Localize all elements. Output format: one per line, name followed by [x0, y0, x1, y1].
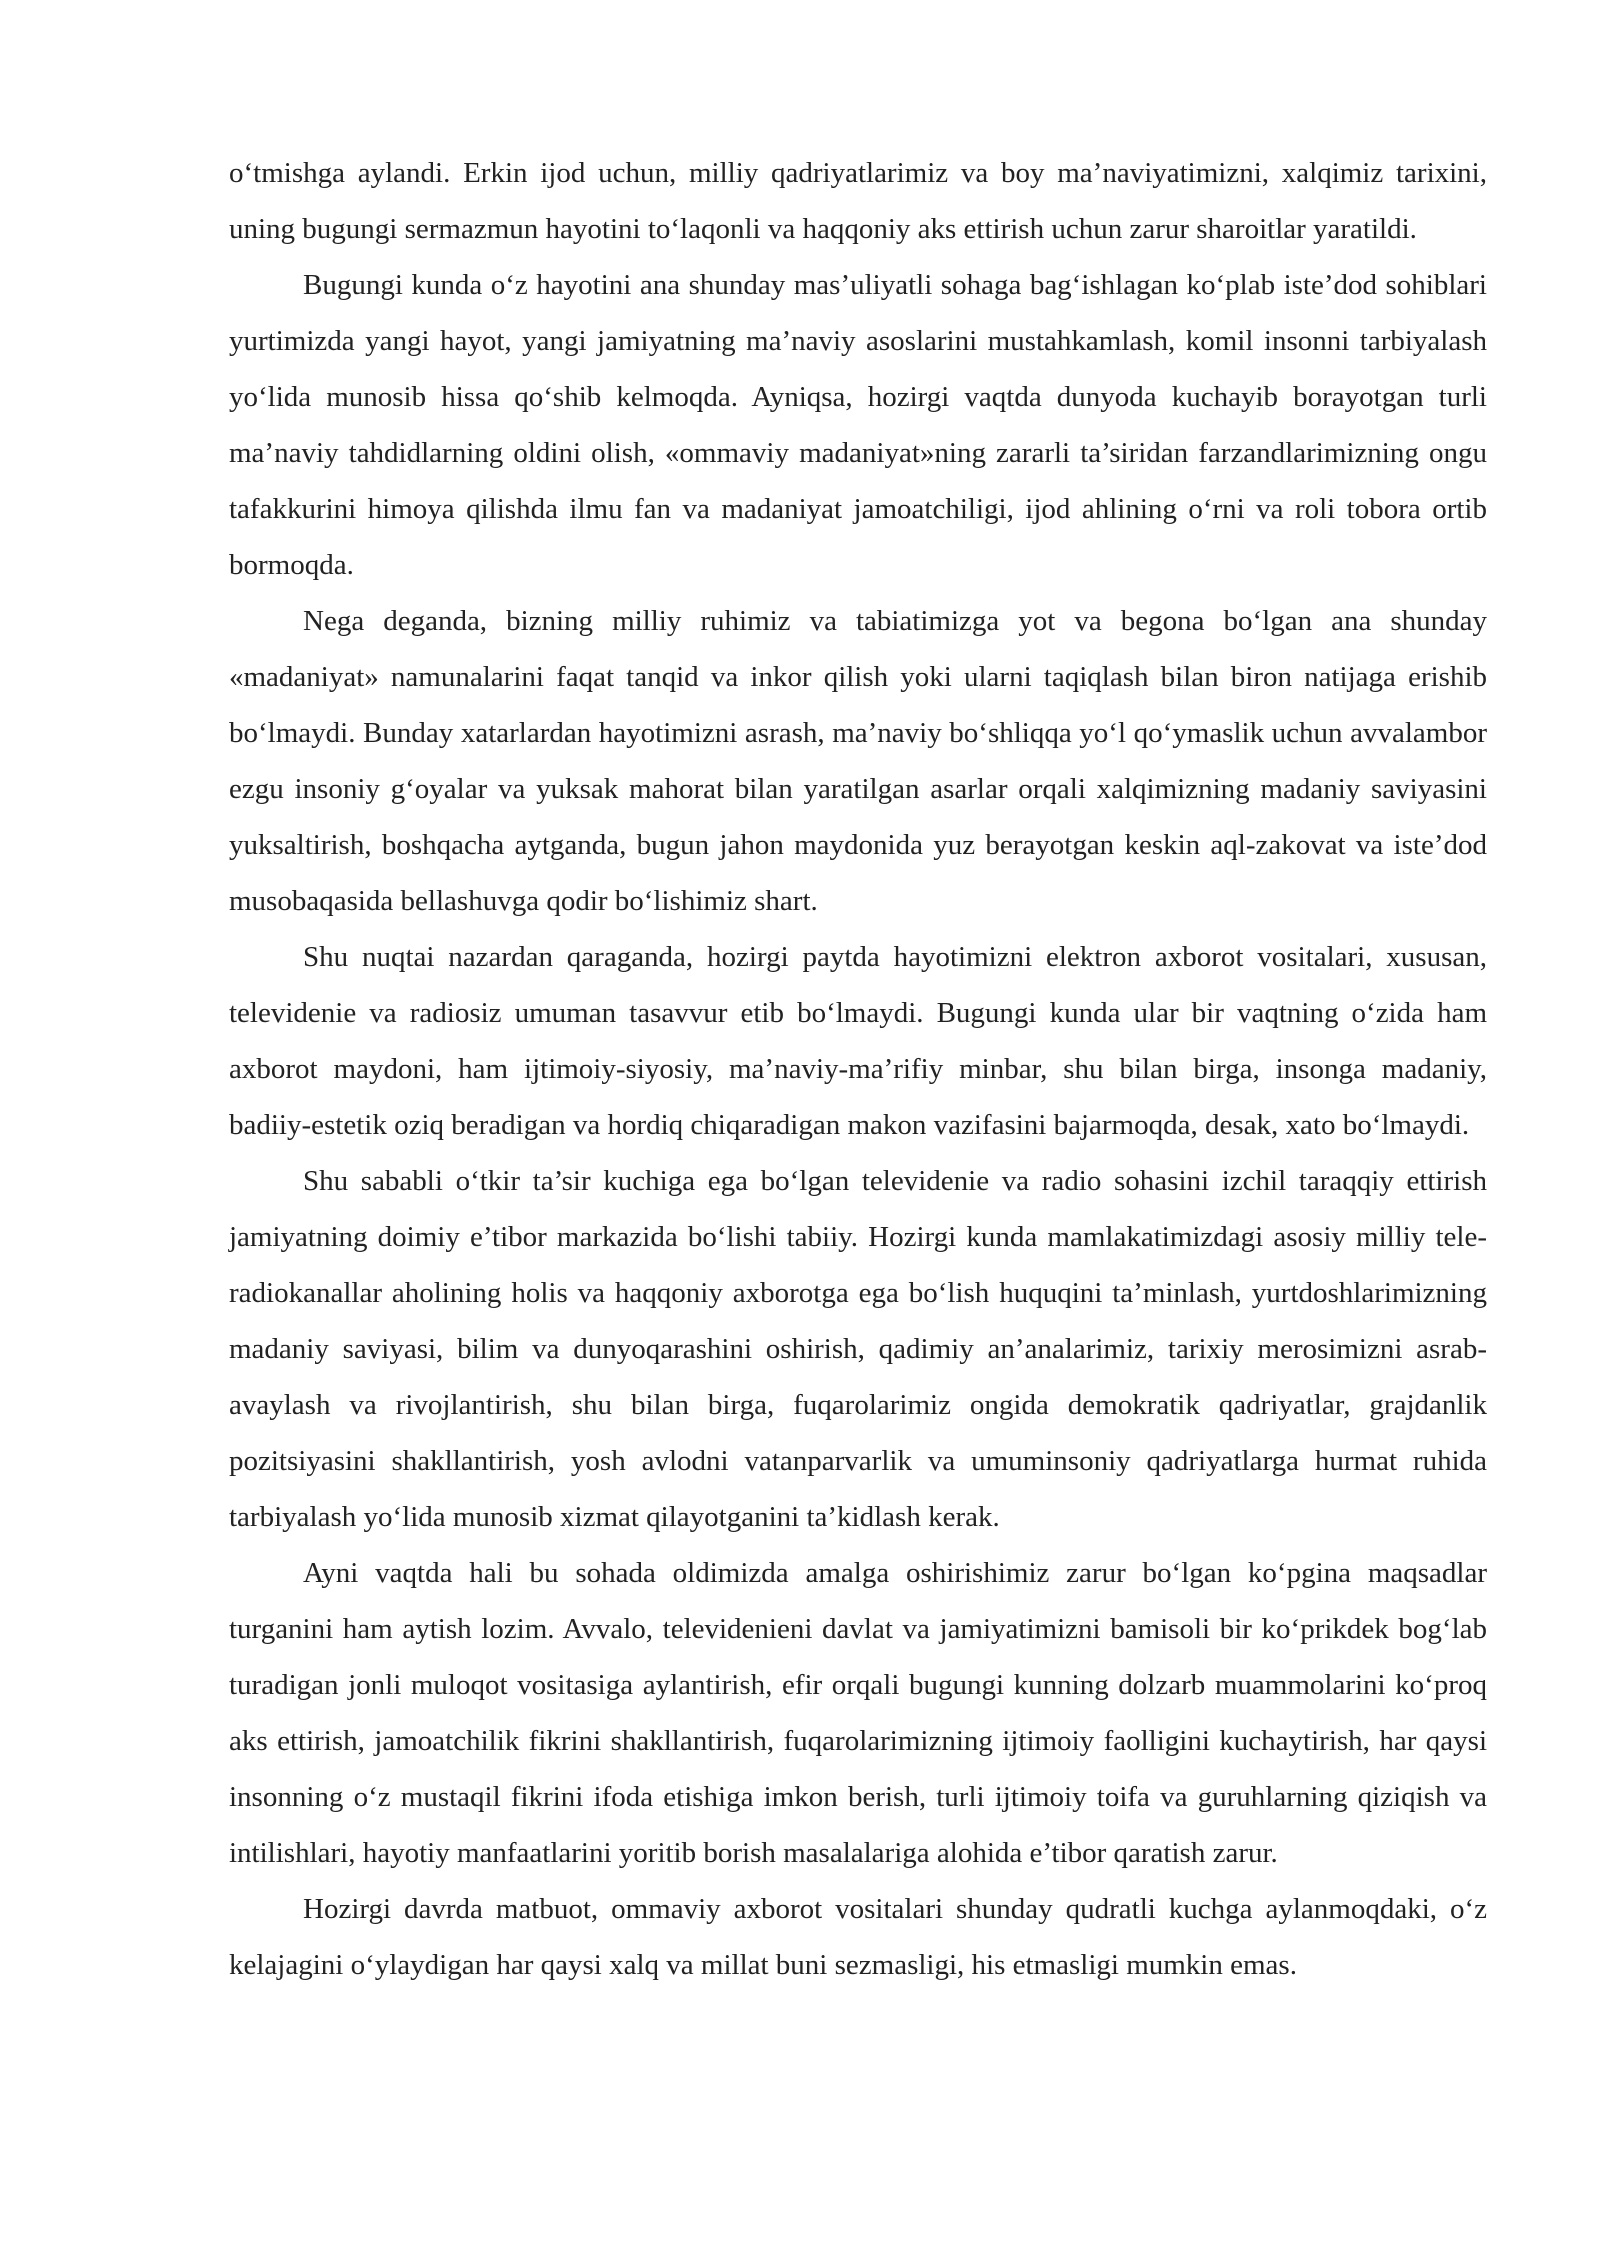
paragraph-tv-radio-development: Shu sababli o‘tkir ta’sir kuchiga ega bo‘lgan televidenie va radio sohasini izchil taraqqiy ettirish jamiyatning doimiy e’tibor markazida bo‘lishi tabiiy. Hozirgi kunda mamlakatimizdagi asosiy milliy tele-radiokanallar aholining holis va haqqoniy axborotga ega bo‘lish huquqini ta’minlash, yurtdoshlarimizning madaniy saviyasi, bilim va dunyoqarashini oshirish, qadimiy an’analarimiz, tarixiy merosimizni asrab-avaylash va rivojlantirish, shu bilan birga, fuqarolarimiz ongida demokratik qadriyatlar, grajdanlik pozitsiyasini shakllantirish, yosh avlodni vatanparvarlik va umuminsoniy qadriyatlarga hurmat ruhida tarbiyalash yo‘lida munosib xizmat qilayotganini ta’kidlash kerak. — [229, 1165, 1487, 1533]
paragraph-continuation: o‘tmishga aylandi. Erkin ijod uchun, milliy qadriyatlarimiz va boy ma’naviyatimizni, xalqimiz tarixini, uning bugungi sermazmun hayotini to‘laqonli va haqqoniy aks ettirish uchun zarur sharoitlar yaratildi. — [229, 157, 1487, 245]
document-page — [229, 145, 1487, 1993]
paragraph-foreign-culture: Nega deganda, bizning milliy ruhimiz va tabiatimizga yot va begona bo‘lgan ana shunday «madaniyat» namunalarini faqat tanqid va inkor qilish yoki ularni taqiqlash bilan biron natijaga erishib bo‘lmaydi. Bunday xatarlardan hayotimizni asrash, ma’naviy bo‘shliqqa yo‘l qo‘ymaslik uchun avvalambor ezgu insoniy g‘oyalar va yuksak mahorat bilan yaratilgan asarlar orqali xalqimizning madaniy saviyasini yuksaltirish, boshqacha aytganda, bugun jahon maydonida yuz berayotgan keskin aql-zakovat va iste’dod musobaqasida bellashuvga qodir bo‘lishimiz shart. — [229, 605, 1487, 917]
paragraph-future-goals: Ayni vaqtda hali bu sohada oldimizda amalga oshirishimiz zarur bo‘lgan ko‘pgina maqsadlar turganini ham aytish lozim. Avvalo, televidenieni davlat va jamiyatimizni bamisoli bir ko‘prikdek bog‘lab turadigan jonli muloqot vositasiga aylantirish, efir orqali bugungi kunning dolzarb muammolarini ko‘proq aks ettirish, jamoatchilik fikrini shakllantirish, fuqarolarimizning ijtimoiy faolligini kuchaytirish, har qaysi insonning o‘z mustaqil fikrini ifoda etishiga imkon berish, turli ijtimoiy toifa va guruhlarning qiziqish va intilishlari, hayotiy manfaatlarini yoritib borish masalalariga alohida e’tibor qaratish zarur. — [229, 1557, 1487, 1869]
paragraph-electronic-media: Shu nuqtai nazardan qaraganda, hozirgi paytda hayotimizni elektron axborot vositalari, xususan, televidenie va radiosiz umuman tasavvur etib bo‘lmaydi. Bugungi kunda ular bir vaqtning o‘zida ham axborot maydoni, ham ijtimoiy-siyosiy, ma’naviy-ma’rifiy minbar, shu bilan birga, insonga madaniy, badiiy-estetik oziq beradigan va hordiq chiqaradigan makon vazifasini bajarmoqda, desak, xato bo‘lmaydi. — [229, 941, 1487, 1141]
paragraph-talented-creators: Bugungi kunda o‘z hayotini ana shunday mas’uliyatli sohaga bag‘ishlagan ko‘plab iste’dod sohiblari yurtimizda yangi hayot, yangi jamiyatning ma’naviy asoslarini mustahkamlash, komil insonni tarbiyalash yo‘lida munosib hissa qo‘shib kelmoqda. Ayniqsa, hozirgi vaqtda dunyoda kuchayib borayotgan turli ma’naviy tahdidlarning oldini olish, «ommaviy madaniyat»ning zararli ta’siridan farzandlarimizning ongu tafakkurini himoya qilishda ilmu fan va madaniyat jamoatchiligi, ijod ahlining o‘rni va roli tobora ortib bormoqda. — [229, 269, 1487, 581]
paragraph-press-power: Hozirgi davrda matbuot, ommaviy axborot vositalari shunday qudratli kuchga aylanmoqdaki, o‘z kelajagini o‘ylaydigan har qaysi xalq va millat buni sezmasligi, his etmasligi mumkin emas. — [229, 1893, 1487, 1981]
